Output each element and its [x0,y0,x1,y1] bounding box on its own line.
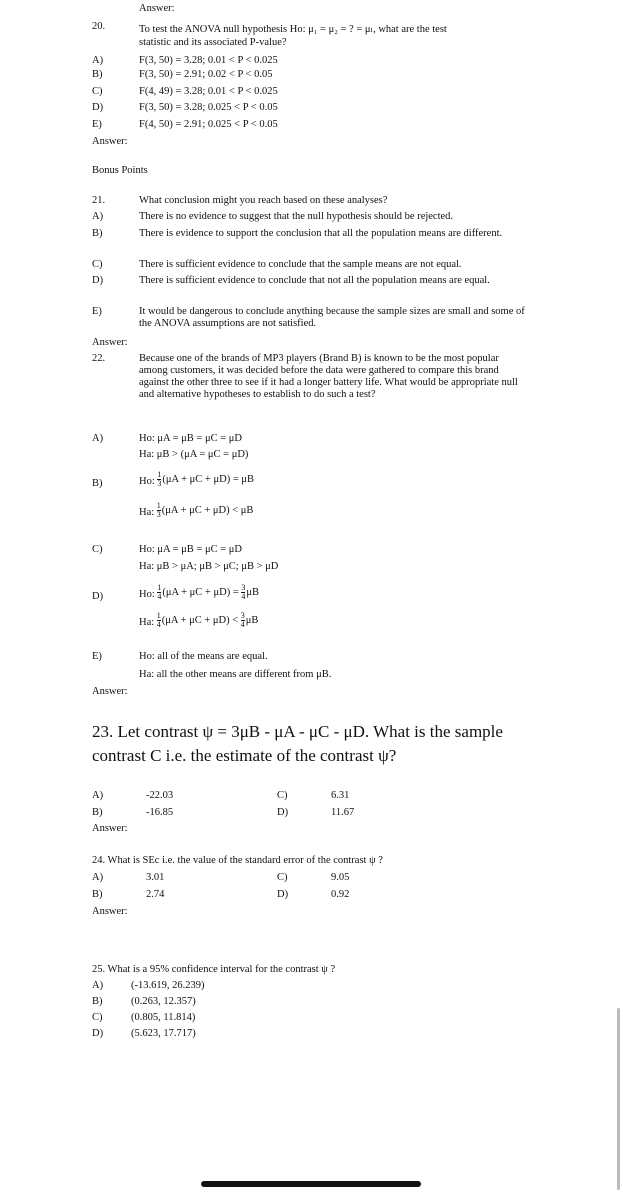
fraction-numerator: 1 [157,470,162,479]
option-text: F(3, 50) = 3.28; 0.025 < P < 0.05 [139,102,278,113]
option-letter: D) [277,889,289,900]
option-text: (5.623, 17.717) [131,1028,196,1039]
option-letter: D) [92,275,104,286]
h0-formula: μ₁ = μ₂ = ? = μₗ [308,24,374,35]
scrollbar[interactable] [617,1008,620,1190]
ha-prefix: Ha: [139,617,155,628]
fraction-denominator: 4 [241,592,246,601]
option-letter: A) [92,980,104,991]
bonus-heading: Bonus Points [92,165,148,176]
fraction-denominator: 4 [240,620,245,629]
ha-expression: (μA + μC + μD) < [161,614,239,626]
fraction [241,584,245,601]
fraction-denominator: 4 [157,592,162,601]
option-text: There is sufficient evidence to conclude that the sample means are not equal. [139,259,462,270]
question-text: Because one of the brands of MP3 players (Brand B) is known to be the most popular among customers, it was decided before the data were gathered to compare this brand against the other three to see if it had a longer battery life. What would be appropriate null and alternative hypotheses to establish to do such a test? [139,353,518,400]
option-letter: C) [277,790,288,801]
fraction-denominator: 3 [156,510,161,519]
option-text: -16.85 [146,807,174,818]
fraction [157,502,161,519]
fraction-numerator: 1 [156,501,161,510]
option-letter: B) [92,478,103,489]
option-text: -22.03 [146,790,174,801]
answer-label: Answer: [92,906,128,917]
question-number: 20. [92,21,106,32]
hypothesis-ho: Ho: all of the means are equal. [139,651,268,662]
option-text: There is evidence to support the conclusion that all the population means are different. [139,228,503,239]
hypothesis-ha: Ha: μB > (μA = μC = μD) [139,449,249,460]
ho-expression: (μA + μC + μD) = μB [162,473,254,485]
answer-label: Answer: [92,686,128,697]
question-text: contrast C i.e. the estimate of the contrast ψ? [92,746,397,765]
option-letter: C) [277,872,288,883]
answer-label: Answer: [92,136,128,147]
hypothesis-ha: Ha: μB > μA; μB > μC; μB > μD [139,561,279,572]
home-indicator[interactable] [201,1181,421,1187]
hypothesis-ha [139,607,258,629]
fraction-numerator: 1 [157,583,162,592]
option-letter: A) [92,211,104,222]
option-letter: B) [92,228,103,239]
option-text: (0.263, 12.357) [131,996,196,1007]
question-text-part: To test the ANOVA null hypothesis Ho: [139,24,309,35]
option-letter: E) [92,651,102,662]
question-text [139,24,447,36]
fraction-denominator: 3 [157,479,162,488]
answer-label: Answer: [92,337,128,348]
answer-label-top: Answer: [139,3,175,14]
question-text: 23. Let contrast ψ = 3μB - μA - μC - μD. What is the sample [92,722,503,741]
option-text: 0.92 [331,889,350,900]
question-text-part: , what are the test [373,24,447,35]
hypothesis-ho: Ho: μA = μB = μC = μD [139,544,243,555]
option-letter: C) [92,86,103,97]
question-text: 25. What is a 95% confidence interval for the contrast ψ ? [92,964,336,975]
option-text: F(4, 49) = 3.28; 0.01 < P < 0.025 [139,86,278,97]
option-letter: C) [92,544,103,555]
option-text: 11.67 [331,807,355,818]
option-letter: A) [92,790,104,801]
fraction-numerator: 3 [241,583,246,592]
option-letter: B) [92,69,103,80]
option-letter: A) [92,55,104,66]
option-text: There is no evidence to suggest that the null hypothesis should be rejected. [139,211,454,222]
ha-tail: μB [245,614,259,626]
option-letter: A) [92,872,104,883]
option-letter: D) [92,591,104,602]
option-text: (-13.619, 26.239) [131,980,205,991]
option-text: 9.05 [331,872,350,883]
fraction [157,471,161,488]
option-letter: A) [92,433,104,444]
option-letter: B) [92,889,103,900]
question-text: What conclusion might you reach based on these analyses? [139,195,388,206]
option-letter: D) [92,102,104,113]
hypothesis-ha: Ha: all the other means are different from μB. [139,669,332,680]
fraction [157,584,161,601]
question-number: 21. [92,195,106,206]
option-text: There is sufficient evidence to conclude that not all the population means are equal. [139,275,490,286]
hypothesis-ho [139,579,259,601]
hypothesis-ho: Ho: μA = μB = μC = μD [139,433,243,444]
option-letter: E) [92,306,102,317]
fraction [241,612,245,629]
hypothesis-ha [139,497,253,519]
question-number: 22. [92,353,106,364]
option-letter: D) [92,1028,104,1039]
option-letter: B) [92,996,103,1007]
ho-expression: (μA + μC + μD) = [162,586,239,598]
option-text: 3.01 [146,872,165,883]
option-letter: E) [92,119,102,130]
option-text: 2.74 [146,889,165,900]
question-text: statistic and its associated P-value? [139,37,287,48]
ha-prefix: Ha: [139,507,155,518]
ho-prefix: Ho: [139,589,155,600]
option-text: F(4, 50) = 2.91; 0.025 < P < 0.05 [139,119,278,130]
option-letter: B) [92,807,103,818]
option-letter: D) [277,807,289,818]
option-text: (0.805, 11.814) [131,1012,196,1023]
option-text: F(3, 50) = 3.28; 0.01 < P < 0.025 [139,55,278,66]
fraction-numerator: 3 [240,611,245,620]
question-text: 24. What is SEc i.e. the value of the standard error of the contrast ψ ? [92,855,383,866]
hypothesis-ho [139,466,254,488]
answer-label: Answer: [92,823,128,834]
option-text: It would be dangerous to conclude anything because the sample sizes are small and some of the ANOVA assumptions are not satisfied. [139,306,525,329]
option-letter: C) [92,259,103,270]
option-text: F(3, 50) = 2.91; 0.02 < P < 0.05 [139,69,273,80]
fraction [157,612,161,629]
ho-tail: μB [246,586,260,598]
option-text: 6.31 [331,790,350,801]
ha-expression: (μA + μC + μD) < μB [161,504,254,516]
ho-prefix: Ho: [139,476,155,487]
option-letter: C) [92,1012,103,1023]
fraction-numerator: 1 [156,611,161,620]
fraction-denominator: 4 [156,620,161,629]
